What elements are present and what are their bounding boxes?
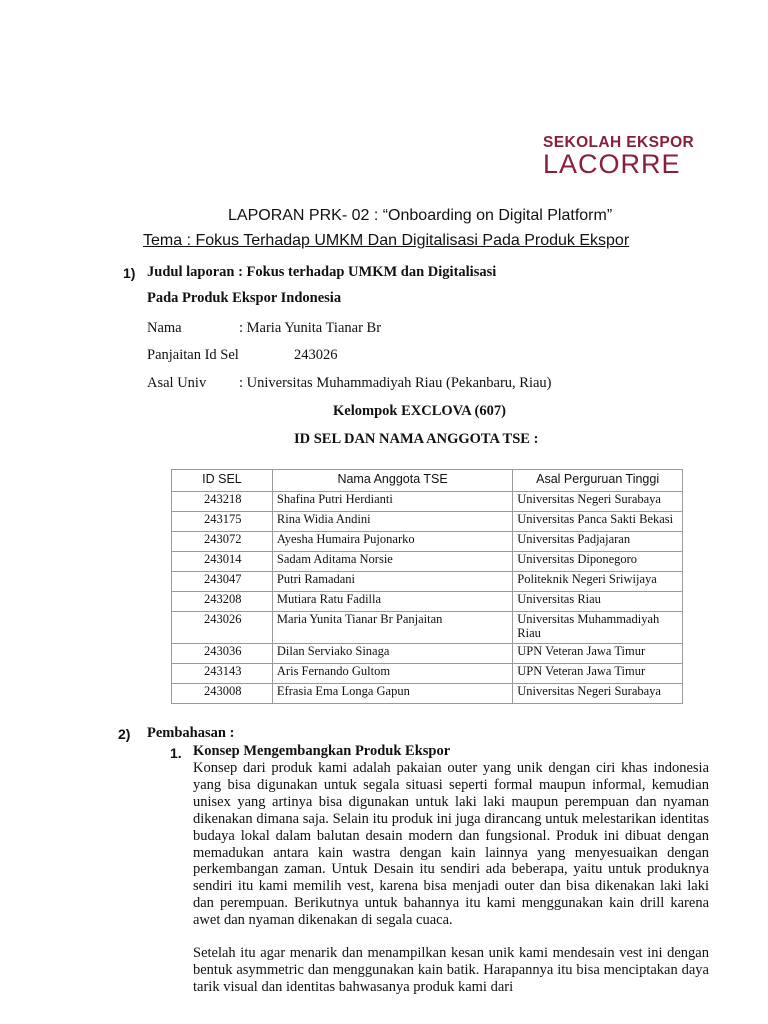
cell-name: Ayesha Humaira Pujonarko <box>272 532 512 552</box>
school-logo <box>543 135 713 177</box>
cell-id: 243208 <box>172 592 273 612</box>
header-id-sel: ID SEL <box>172 470 273 492</box>
cell-id: 243036 <box>172 644 273 664</box>
report-heading-line2: Pada Produk Ekspor Indonesia <box>147 290 342 306</box>
report-theme: Tema : Fokus Terhadap UMKM Dan Digitalisasi Pada Produk Ekspor <box>143 232 630 249</box>
table-row <box>172 664 683 684</box>
cell-university: Universitas Muhammadiyah Riau <box>513 612 683 644</box>
cell-name: Putri Ramadani <box>272 572 512 592</box>
panjaitan-label: Panjaitan Id Sel <box>147 347 239 363</box>
header-asal-pt: Asal Perguruan Tinggi <box>513 470 683 492</box>
cell-university: UPN Veteran Jawa Timur <box>513 644 683 664</box>
cell-id: 243008 <box>172 684 273 704</box>
cell-name: Maria Yunita Tianar Br Panjaitan <box>272 612 512 644</box>
cell-id: 243047 <box>172 572 273 592</box>
pembahasan-heading: Pembahasan : <box>147 725 235 741</box>
members-heading: ID SEL DAN NAMA ANGGOTA TSE : <box>294 431 539 447</box>
cell-name: Rina Widia Andini <box>272 512 512 532</box>
table-row <box>172 492 683 512</box>
cell-university: Universitas Negeri Surabaya <box>513 684 683 704</box>
section-2-number: 2) <box>118 726 131 742</box>
paragraph-desain: Setelah itu agar menarik dan menampilkan kesan unik kami mendesain vest ini dengan bentuk asymmetric dan menggunakan kain batik. Harapannya itu bisa menciptakan daya tarik visual dan identitas bahwasanya produk kami dari <box>193 945 709 995</box>
cell-university: Universitas Panca Sakti Bekasi <box>513 512 683 532</box>
table-row <box>172 512 683 532</box>
cell-name: Dilan Serviako Sinaga <box>272 644 512 664</box>
cell-id: 243072 <box>172 532 273 552</box>
subsection-heading: Konsep Mengembangkan Produk Ekspor <box>193 743 451 759</box>
cell-university: Universitas Negeri Surabaya <box>513 492 683 512</box>
univ-value: : Universitas Muhammadiyah Riau (Pekanbaru, Riau) <box>239 375 552 391</box>
cell-id: 243014 <box>172 552 273 572</box>
nama-value: : Maria Yunita Tianar Br <box>239 320 382 336</box>
group-name: Kelompok EXCLOVA (607) <box>333 403 506 419</box>
table-row <box>172 532 683 552</box>
report-heading-line1: Judul laporan : Fokus terhadap UMKM dan Digitalisasi <box>147 264 497 280</box>
table-row <box>172 612 683 644</box>
subsection-number: 1. <box>170 745 182 761</box>
cell-university: Universitas Padjajaran <box>513 532 683 552</box>
univ-label: Asal Univ <box>147 375 207 391</box>
cell-name: Sadam Aditama Norsie <box>272 552 512 572</box>
logo-text-bottom: LACORRE <box>543 149 681 179</box>
members-table <box>171 469 683 704</box>
table-header-row <box>172 470 683 492</box>
cell-name: Efrasia Ema Longa Gapun <box>272 684 512 704</box>
table-row <box>172 684 683 704</box>
table-row <box>172 644 683 664</box>
cell-university: Universitas Diponegoro <box>513 552 683 572</box>
cell-name: Mutiara Ratu Fadilla <box>272 592 512 612</box>
header-nama-anggota: Nama Anggota TSE <box>272 470 512 492</box>
cell-name: Aris Fernando Gultom <box>272 664 512 684</box>
cell-name: Shafina Putri Herdianti <box>272 492 512 512</box>
cell-id: 243175 <box>172 512 273 532</box>
paragraph-konsep: Konsep dari produk kami adalah pakaian outer yang unik dengan ciri khas indonesia yang bisa digunakan untuk segala situasi seperti formal maupun informal, kemudian unisex yang artinya bisa digunakan untuk laki laki maupun perempuan dan nyaman dikenakan dimana saja. Selain itu produk ini juga dirancang untuk melestarikan identitas budaya lokal dalam balutan desain modern dan fungsional. Produk ini dibuat dengan memadukan antara kain wastra dengan kain lainnya yang menyesuaikan dengan perkembangan zaman. Untuk Desain itu sendiri ada beberapa, yaitu untuk produknya sendiri itu kami memilih vest, karena bisa menjadi outer dan bisa dikenakan laki laki dan perempuan. Berikutnya untuk bahannya itu kami menggunakan kain drill karena awet dan nyaman dikenakan di segala cuaca. <box>193 760 709 929</box>
nama-label: Nama <box>147 320 182 336</box>
cell-id: 243143 <box>172 664 273 684</box>
cell-university: UPN Veteran Jawa Timur <box>513 664 683 684</box>
cell-university: Politeknik Negeri Sriwijaya <box>513 572 683 592</box>
report-title: LAPORAN PRK- 02 : “Onboarding on Digital Platform” <box>228 207 613 224</box>
table-row <box>172 572 683 592</box>
panjaitan-value: 243026 <box>294 347 338 363</box>
table-row <box>172 552 683 572</box>
cell-university: Universitas Riau <box>513 592 683 612</box>
cell-id: 243218 <box>172 492 273 512</box>
logo-text-top: SEKOLAH EKSPOR <box>543 134 695 151</box>
section-1-number: 1) <box>123 265 136 281</box>
cell-id: 243026 <box>172 612 273 644</box>
table-row <box>172 592 683 612</box>
